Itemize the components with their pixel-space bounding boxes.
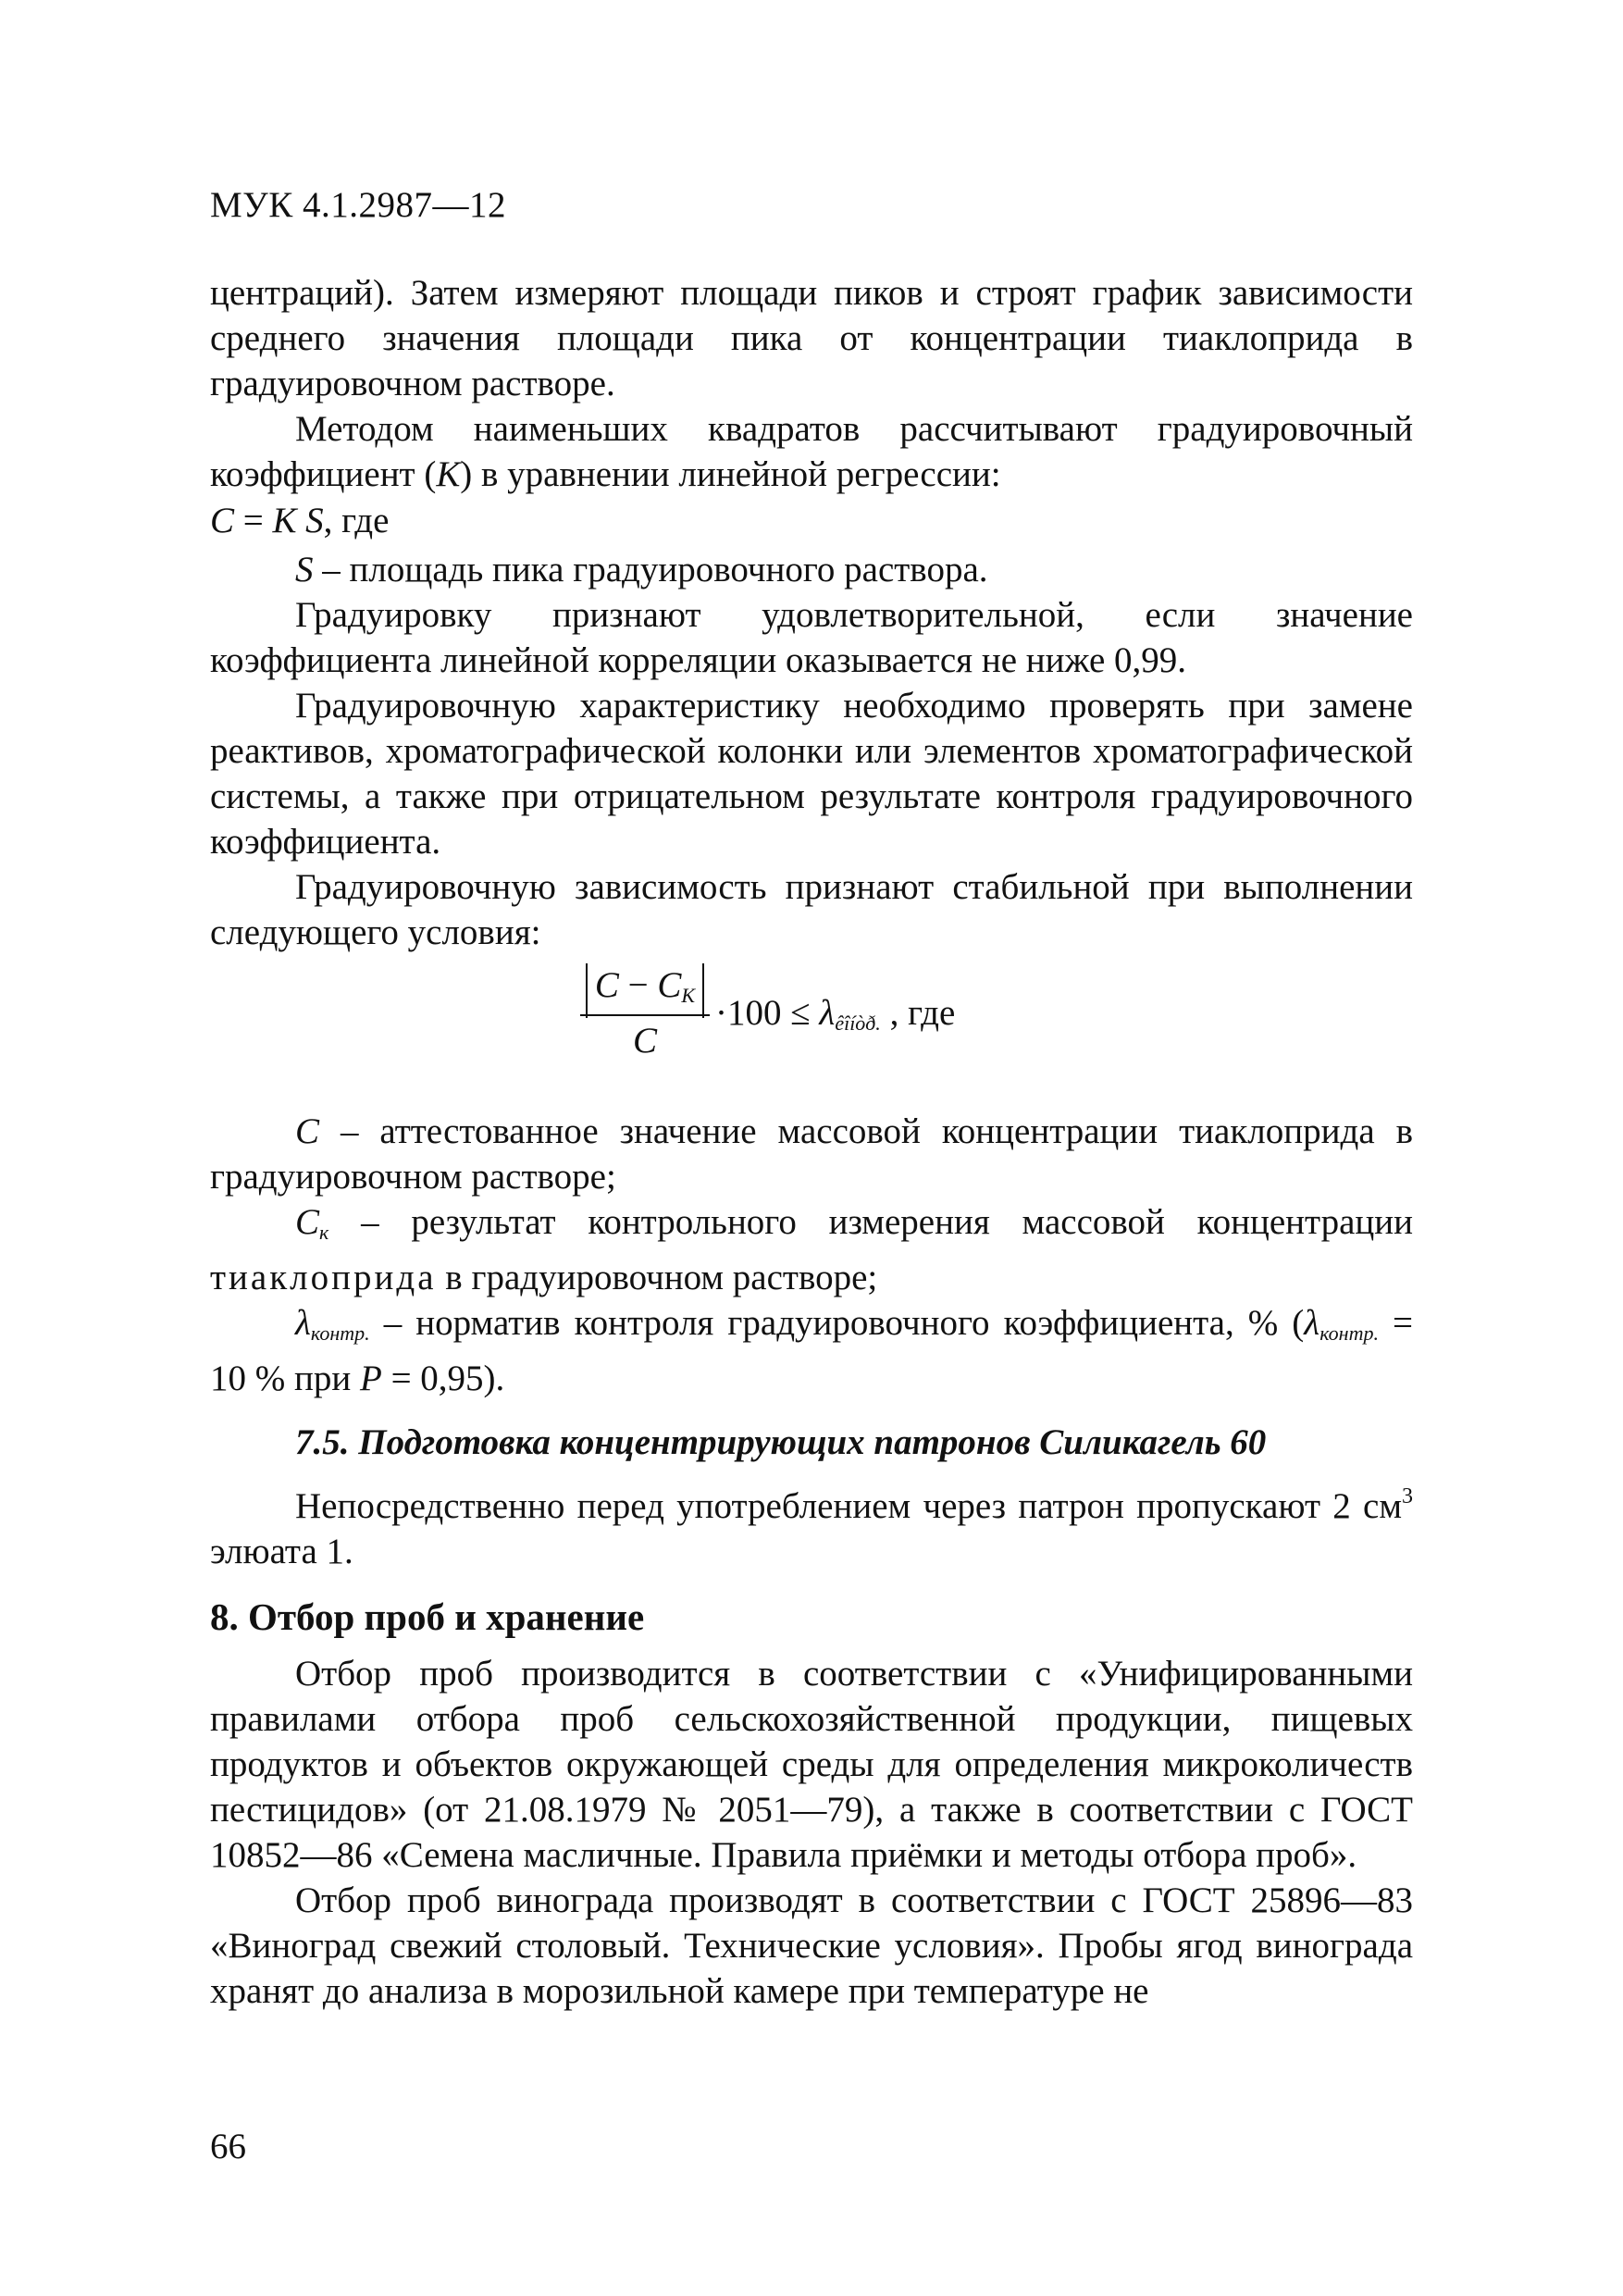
- variable-ck: С: [295, 1202, 320, 1242]
- paragraph: [210, 1474, 1413, 1574]
- variable-c: C: [594, 965, 619, 1005]
- text-run: = 10 % при: [210, 1303, 1414, 1398]
- definition-c: [210, 1109, 1413, 1199]
- paragraph: [210, 406, 1413, 497]
- absolute-value: [586, 963, 704, 1018]
- lambda-symbol: λ: [1304, 1303, 1320, 1343]
- text-run: , где: [880, 993, 956, 1033]
- running-header: МУК 4.1.2987—12: [210, 185, 507, 225]
- paragraph: Отбор проб производится в соответствии с «Унифицированными правилами отбора проб сельскохозяйственной продукции, пищевых продуктов и объектов окружающей среды для определения микроколичеств пестицидов» (от 21.08.1979 № 2051—79), а также в соответствии с ГОСТ 10852—86 «Семена масличные. Правила приёмки и методы отбора проб».: [210, 1654, 1413, 1875]
- lambda-symbol: λ: [295, 1303, 311, 1343]
- fraction: [580, 961, 710, 1066]
- page-body: [210, 270, 1413, 2014]
- paragraph: Градуировочную зависимость признают стабильной при выполнении следующего условия:: [210, 867, 1413, 952]
- minus-sign: −: [618, 965, 658, 1005]
- subscript: êîíòð.: [835, 1011, 881, 1035]
- text-run: ) в уравнении линейной регрессии:: [460, 454, 1001, 494]
- subscript: контр.: [1319, 1322, 1379, 1345]
- subscript: K: [681, 984, 696, 1007]
- text-run: в градуировочном растворе;: [436, 1258, 878, 1297]
- definition-ck: [210, 1199, 1413, 1300]
- variable-ks: К S: [272, 501, 324, 540]
- formula-rest: [715, 988, 955, 1049]
- formula-regression: [210, 498, 1413, 543]
- paragraph: [210, 547, 1413, 592]
- text-run: ·100 ≤: [715, 993, 820, 1033]
- text-run: – норматив контроля градуировочного коэффициента, % (: [369, 1303, 1305, 1343]
- paragraph: центраций). Затем измеряют площади пиков и строят график зависимости среднего значения площади пика от концентрации тиаклоприда в градуировочном растворе.: [210, 273, 1413, 403]
- text-run: – аттестованное значение массовой концентрации тиаклоприда в градуировочном растворе;: [210, 1111, 1413, 1197]
- paragraph: Градуировку признают удовлетворительной, если значение коэффициента линейной корреляции оказывается не ниже 0,99.: [210, 595, 1413, 680]
- page-number: 66: [210, 2127, 246, 2166]
- variable-s: S: [295, 550, 314, 590]
- text-run: = 0,95).: [381, 1359, 505, 1398]
- variable-p: Р: [359, 1359, 382, 1398]
- variable-c: С: [295, 1111, 320, 1151]
- paragraph: Отбор проб винограда производят в соответствии с ГОСТ 25896—83 «Виноград свежий столовый. Технические условия». Пробы ягод винограда хранят до анализа в морозильной камере при температуре не: [210, 1880, 1413, 2011]
- subscript: контр.: [310, 1322, 370, 1345]
- subscript: к: [319, 1221, 329, 1244]
- section-title: 8. Отбор проб и хранение: [210, 1595, 645, 1638]
- text-run: – площадь пика градуировочного раствора.: [313, 550, 988, 590]
- text-run: – результат контрольного измерения массовой концентрации: [328, 1202, 1413, 1242]
- variable-k: К: [436, 454, 461, 494]
- fraction-denominator: C: [632, 1021, 657, 1061]
- definition-lambda: [210, 1300, 1413, 1401]
- variable-c: С: [210, 501, 235, 540]
- lambda-symbol: λ: [819, 993, 836, 1033]
- text-run: , где: [323, 501, 390, 540]
- superscript: 3: [1402, 1484, 1413, 1508]
- variable-ck: C: [657, 965, 682, 1005]
- text-run: Методом наименьших квадратов рассчитывают градуировочный коэффициент (: [210, 409, 1413, 494]
- equals-sign: =: [234, 501, 273, 540]
- text-run: элюата 1.: [210, 1532, 353, 1571]
- text-run: Непосредственно перед употреблением через патрон пропускают 2 см: [295, 1486, 1402, 1526]
- formula-stability: [210, 961, 1413, 1099]
- fraction-numerator: [580, 961, 710, 1011]
- paragraph: Градуировочную характеристику необходимо проверять при замене реактивов, хроматографической колонки или элементов хроматографической системы, а также при отрицательном результате контроля градуировочного коэффициента.: [210, 686, 1413, 862]
- text-run: тиаклоприда: [210, 1258, 437, 1297]
- subsection-title: 7.5. Подготовка концентрирующих патронов Силикагель 60: [295, 1422, 1267, 1462]
